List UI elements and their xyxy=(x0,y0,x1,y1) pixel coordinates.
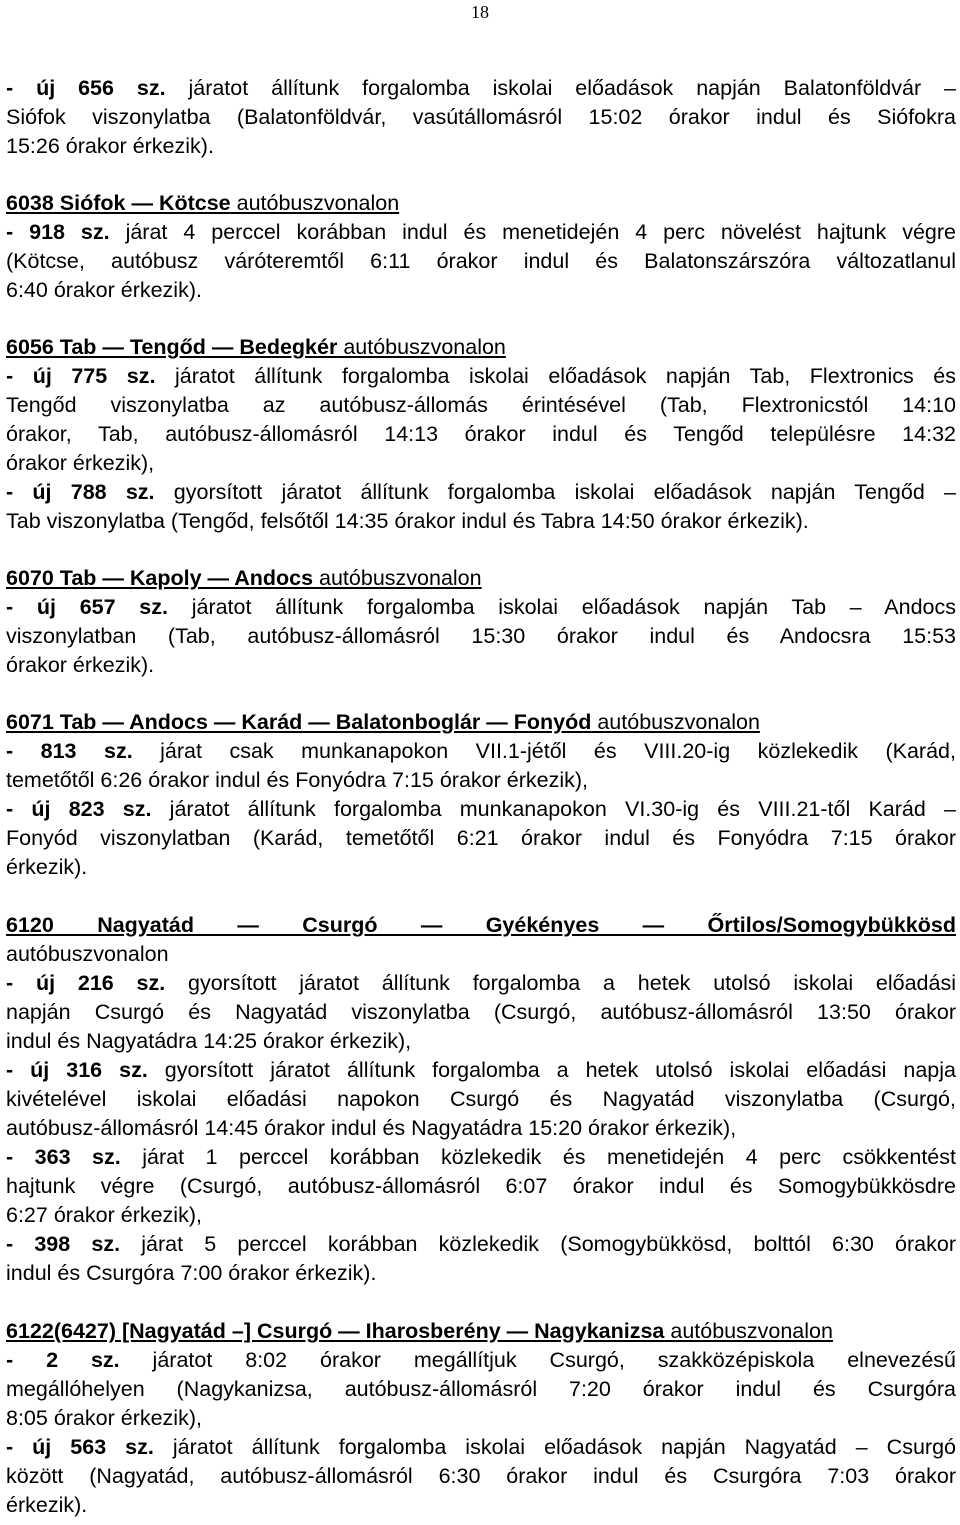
text-segment: indul és Nagyatádra 14:25 órakor érkezik), xyxy=(6,1029,412,1053)
text-segment: indul és Csurgóra 7:00 órakor érkezik). xyxy=(6,1261,377,1285)
text-line xyxy=(6,854,956,880)
text-line xyxy=(6,1028,956,1054)
text-line xyxy=(6,738,956,764)
text-line xyxy=(6,421,956,447)
text-segment: 6:27 órakor érkezik), xyxy=(6,1203,202,1227)
text-line xyxy=(6,941,956,967)
text-line xyxy=(6,219,956,245)
text-segment: 6:40 órakor érkezik). xyxy=(6,278,202,302)
bold-text: - új 823 sz. xyxy=(6,797,152,821)
text-line xyxy=(6,1492,956,1518)
text-line xyxy=(6,1463,956,1489)
text-line xyxy=(6,1260,956,1286)
bold-text: - új 656 sz. xyxy=(6,76,166,100)
text-segment: Tab viszonylatba (Tengőd, felsőtől 14:35 órakor indul és Tabra 14:50 órakor érkezik). xyxy=(6,509,809,533)
text-segment: viszonylatban (Tab, autóbusz-állomásról 15:30 órakor indul és Andocsra 15:53 xyxy=(6,624,956,648)
text-segment: járatot állítunk forgalomba iskolai előadások napján Nagyatád – Csurgó xyxy=(153,1435,956,1459)
text-line xyxy=(6,767,956,793)
text-segment: járat 5 perccel korábban közlekedik (Somogybükkösd, bolttól 6:30 órakor xyxy=(120,1232,956,1256)
text-line xyxy=(6,508,956,534)
text-segment: járatot állítunk forgalomba iskolai előadások napján Tab – Andocs xyxy=(167,595,956,619)
text-line xyxy=(6,1231,956,1257)
text-segment: napján Csurgó és Nagyatád viszonylatba (Csurgó, autóbusz-állomásról 13:50 órakor xyxy=(6,1000,956,1024)
bold-text: 6070 Tab — Kapoly — Andocs xyxy=(6,566,314,590)
text-line xyxy=(6,248,956,274)
text-line xyxy=(6,479,956,505)
bold-text: - 2 sz. xyxy=(6,1348,120,1372)
text-segment: órakor érkezik), xyxy=(6,451,155,475)
text-segment: kivételével iskolai előadási napokon Csurgó és Nagyatád viszonylatba (Csurgó, xyxy=(6,1087,956,1111)
text-segment: járat 1 perccel korábban közlekedik és menetidején 4 perc csökkentést xyxy=(120,1145,956,1169)
text-segment: temetőtől 6:26 órakor indul és Fonyódra 7:15 órakor érkezik), xyxy=(6,768,588,792)
text-segment: autóbuszvonalon xyxy=(6,942,169,966)
section-heading xyxy=(6,912,956,938)
text-line xyxy=(6,1057,956,1083)
text-segment: Siófok viszonylatba (Balatonföldvár, vasútállomásról 15:02 órakor indul és Siófokra xyxy=(6,105,956,129)
bold-text: - új 316 sz. xyxy=(6,1058,148,1082)
text-segment: Tengőd viszonylatba az autóbusz-állomás érintésével (Tab, Flextronicstól 14:10 xyxy=(6,393,956,417)
text-segment: autóbuszvonalon xyxy=(230,191,400,215)
text-line xyxy=(6,970,956,996)
text-line xyxy=(6,1144,956,1170)
text-line xyxy=(6,1405,956,1431)
bold-text: 6056 Tab — Tengőd — Bedegkér xyxy=(6,335,338,359)
text-segment: gyorsított járatot állítunk forgalomba iskolai előadások napján Tengőd – xyxy=(154,480,956,504)
text-segment: között (Nagyatád, autóbusz-állomásról 6:30 órakor indul és Csurgóra 7:03 órakor xyxy=(6,1464,956,1488)
text-line xyxy=(6,1347,956,1373)
text-line xyxy=(6,1434,956,1460)
text-segment: járat 4 perccel korábban indul és menetidején 4 perc növelést hajtunk végre xyxy=(109,220,956,244)
bold-text: - új 657 sz. xyxy=(6,595,168,619)
section-heading xyxy=(6,565,956,591)
text-line xyxy=(6,277,956,303)
text-segment: 8:05 órakor érkezik), xyxy=(6,1406,202,1430)
text-line xyxy=(6,133,956,159)
bold-text: 6038 Siófok — Kötcse xyxy=(6,191,231,215)
bold-text: 6071 Tab — Andocs — Karád — Balatonboglár — Fonyód xyxy=(6,710,592,734)
bold-text: 6120 Nagyatád — Csurgó — Gyékényes — Őrtilos/Somogybükkösd xyxy=(6,913,956,937)
text-segment: gyorsított járatot állítunk forgalomba a hetek utolsó iskolai előadási napja xyxy=(147,1058,956,1082)
text-line xyxy=(6,104,956,130)
text-line xyxy=(6,825,956,851)
text-line xyxy=(6,999,956,1025)
bold-text: - 918 sz. xyxy=(6,220,110,244)
text-line xyxy=(6,1376,956,1402)
text-segment: járatot állítunk forgalomba iskolai előadások napján Tab, Flextronics és xyxy=(155,364,956,388)
text-line xyxy=(6,796,956,822)
text-segment: gyorsított járatot állítunk forgalomba a hetek utolsó iskolai előadási xyxy=(165,971,956,995)
text-segment: érkezik). xyxy=(6,1493,88,1517)
text-line xyxy=(6,363,956,389)
bold-text: - 363 sz. xyxy=(6,1145,121,1169)
text-segment: órakor érkezik). xyxy=(6,653,155,677)
text-segment: járatot állítunk forgalomba iskolai előadások napján Balatonföldvár – xyxy=(165,76,956,100)
bold-text: - új 216 sz. xyxy=(6,971,166,995)
text-segment: autóbusz-állomásról 14:45 órakor indul és Nagyatádra 15:20 órakor érkezik), xyxy=(6,1116,737,1140)
text-line xyxy=(6,75,956,101)
text-segment: járatot 8:02 órakor megállítjuk Csurgó, szakközépiskola elnevezésű xyxy=(119,1348,956,1372)
text-line xyxy=(6,450,956,476)
section-heading xyxy=(6,334,956,360)
text-segment: autóbuszvonalon xyxy=(591,710,760,734)
bold-text: - 813 sz. xyxy=(6,739,133,763)
text-segment: megállóhelyen (Nagykanizsa, autóbusz-állomásról 7:20 órakor indul és Csurgóra xyxy=(6,1377,956,1401)
text-segment: járatot állítunk forgalomba munkanapokon VI.30-ig és VIII.21-től Karád – xyxy=(151,797,956,821)
text-line xyxy=(6,1115,956,1141)
text-line xyxy=(6,1202,956,1228)
text-line xyxy=(6,623,956,649)
text-line xyxy=(6,392,956,418)
text-line xyxy=(6,1086,956,1112)
bold-text: 6122(6427) [Nagyatád –] Csurgó — Iharosberény — Nagykanizsa xyxy=(6,1319,665,1343)
text-segment: Fonyód viszonylatban (Karád, temetőtől 6:21 órakor indul és Fonyódra 7:15 órakor xyxy=(6,826,956,850)
page-number: 18 xyxy=(471,2,489,22)
text-segment: autóbuszvonalon xyxy=(313,566,482,590)
bold-text: - új 775 sz. xyxy=(6,364,156,388)
section-heading xyxy=(6,190,956,216)
text-segment: órakor, Tab, autóbusz-állomásról 14:13 órakor indul és Tengőd településre 14:32 xyxy=(6,422,956,446)
section-heading xyxy=(6,709,956,735)
text-line xyxy=(6,594,956,620)
text-segment: járat csak munkanapokon VII.1-jétől és VIII.20-ig közlekedik (Karád, xyxy=(132,739,956,763)
bold-text: - 398 sz. xyxy=(6,1232,121,1256)
section-heading xyxy=(6,1318,956,1344)
text-segment: érkezik). xyxy=(6,855,88,879)
bold-text: - új 788 sz. xyxy=(6,480,155,504)
text-segment: (Kötcse, autóbusz váróteremtől 6:11 órakor indul és Balatonszárszóra változatlanul xyxy=(6,249,956,273)
text-line xyxy=(6,652,956,678)
text-segment: autóbuszvonalon xyxy=(337,335,506,359)
bold-text: - új 563 sz. xyxy=(6,1435,154,1459)
text-segment: autóbuszvonalon xyxy=(664,1319,833,1343)
text-segment: 15:26 órakor érkezik). xyxy=(6,134,214,158)
text-line xyxy=(6,1173,956,1199)
text-segment: hajtunk végre (Csurgó, autóbusz-állomásról 6:07 órakor indul és Somogybükkösdre xyxy=(6,1174,956,1198)
